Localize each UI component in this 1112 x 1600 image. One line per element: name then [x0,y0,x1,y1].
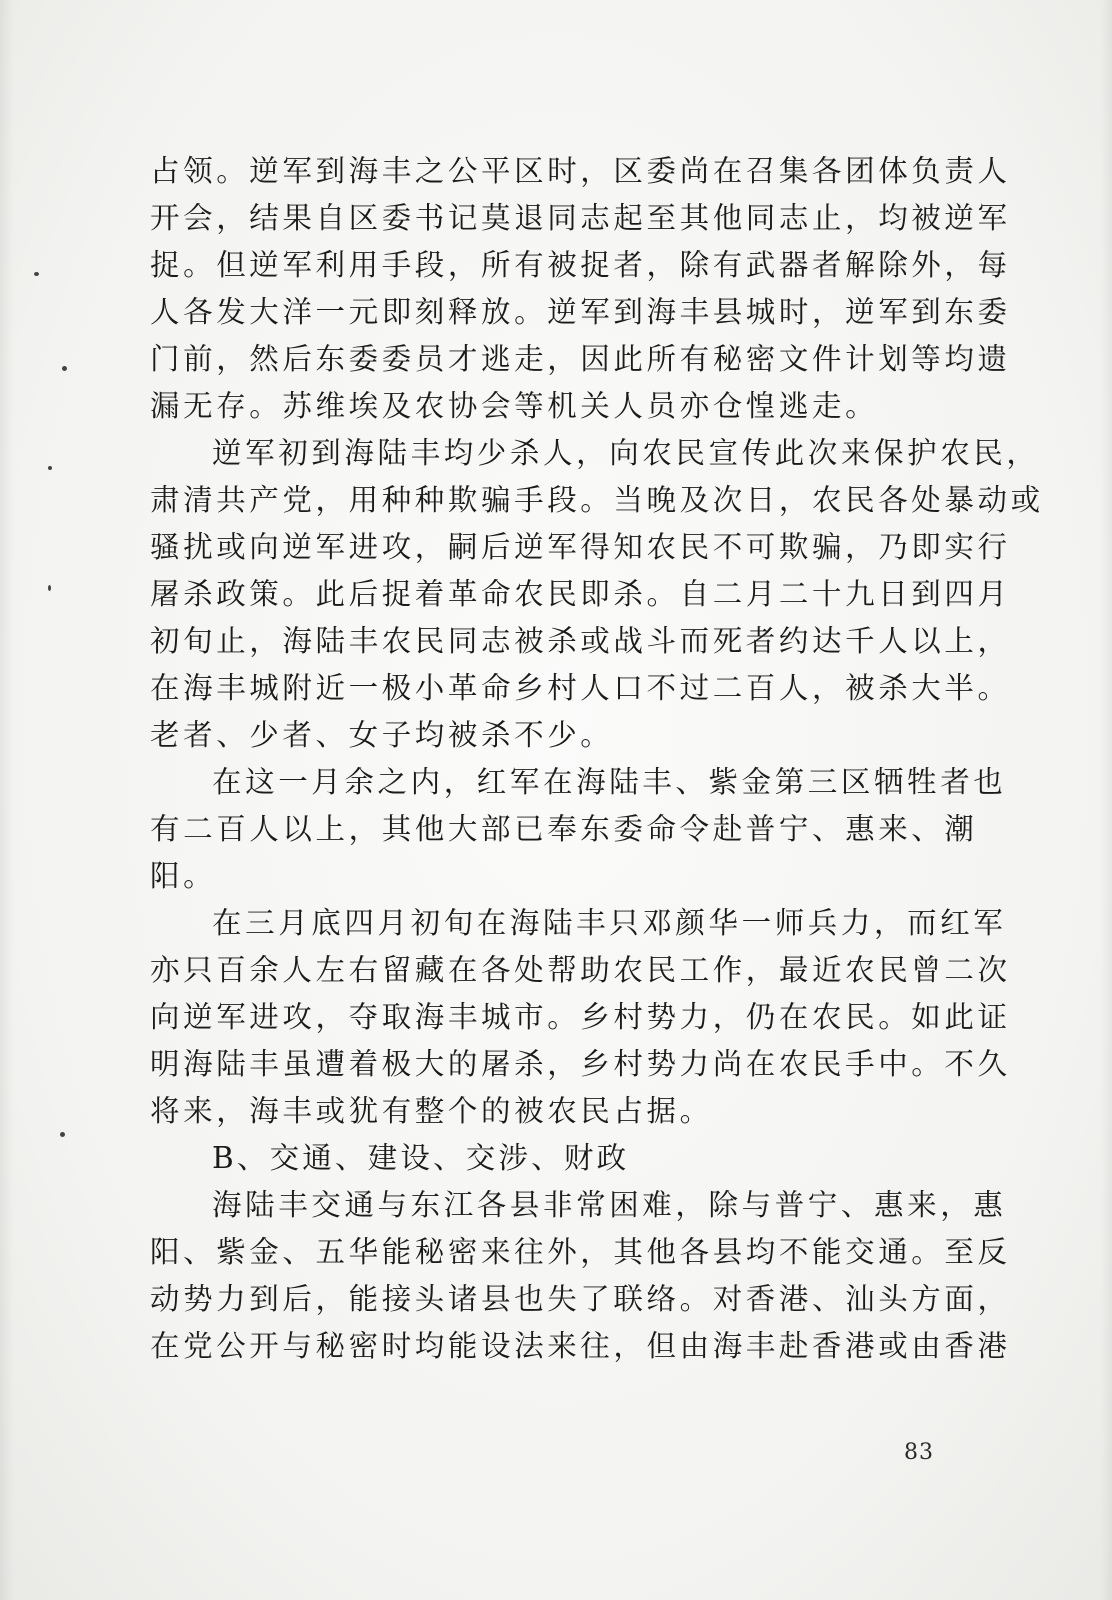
text-line: 有二百人以上，其他大部已奉东委命令赴普宁、惠来、潮 [150,812,978,846]
body-text [150,148,1044,1370]
scan-speck [62,366,67,371]
text-line: 将来，海丰或犹有整个的被农民占据。 [150,1094,713,1128]
paragraph-start-line: 海陆丰交通与东江各县非常困难，除与普宁、惠来，惠 [212,1188,1007,1222]
section-heading: B、交通、建设、交涉、财政 [212,1141,630,1175]
text-line: 初旬止，海陆丰农民同志被杀或战斗而死者约达千人以上， [150,624,1011,658]
text-line: 阳。 [150,859,217,893]
page-edge-left [0,0,14,1600]
text-line: 骚扰或向逆军进攻，嗣后逆军得知农民不可欺骗，乃即实行 [150,530,1011,564]
text-line: 门前，然后东委委员才逃走，因此所有秘密文件计划等均遗 [150,342,1011,376]
text-line: 占领。逆军到海丰之公平区时，区委尚在召集各团体负责人 [150,154,1011,188]
scan-speck [48,585,51,591]
text-line: 亦只百余人左右留藏在各处帮助农民工作，最近农民曾二次 [150,953,1011,987]
text-line: 动势力到后，能接头诸县也失了联络。对香港、汕头方面， [150,1282,1011,1316]
paragraph-start-line: 逆军初到海陆丰均少杀人，向农民宣传此次来保护农民， [212,436,1040,470]
paragraph-start-line: 在三月底四月初旬在海陆丰只邓颜华一师兵力，而红军 [212,906,1007,940]
text-line: 屠杀政策。此后捉着革命农民即杀。自二月二十九日到四月 [150,577,1011,611]
scan-speck [34,272,39,276]
text-line: 捉。但逆军利用手段，所有被捉者，除有武器者解除外，每 [150,248,1011,282]
text-line: 漏无存。苏维埃及农协会等机关人员亦仓惶逃走。 [150,389,879,423]
text-line: 开会，结果自区委书记莫退同志起至其他同志止，均被逆军 [150,201,1011,235]
text-line: 肃清共产党，用种种欺骗手段。当晚及次日，农民各处暴动或 [150,483,1044,517]
paragraph-start-line: 在这一月余之内，红军在海陆丰、紫金第三区牺牲者也 [212,765,1007,799]
text-line: 在海丰城附近一极小革命乡村人口不过二百人，被杀大半。 [150,671,1011,705]
text-line: 人各发大洋一元即刻释放。逆军到海丰县城时，逆军到东委 [150,295,1011,329]
text-line: 老者、少者、女子均被杀不少。 [150,718,614,752]
page-number: 83 [904,1440,934,1465]
text-line: 向逆军进攻，夺取海丰城市。乡村势力，仍在农民。如此证 [150,1000,1011,1034]
page-edge-right [1100,0,1112,1600]
text-line: 在党公开与秘密时均能设法来往，但由海丰赴香港或由香港 [150,1329,1011,1363]
scan-speck [48,466,52,470]
scan-speck [60,1132,65,1137]
text-line: 阳、紫金、五华能秘密来往外，其他各县均不能交通。至反 [150,1235,1011,1269]
text-line: 明海陆丰虽遭着极大的屠杀，乡村势力尚在农民手中。不久 [150,1047,1011,1081]
